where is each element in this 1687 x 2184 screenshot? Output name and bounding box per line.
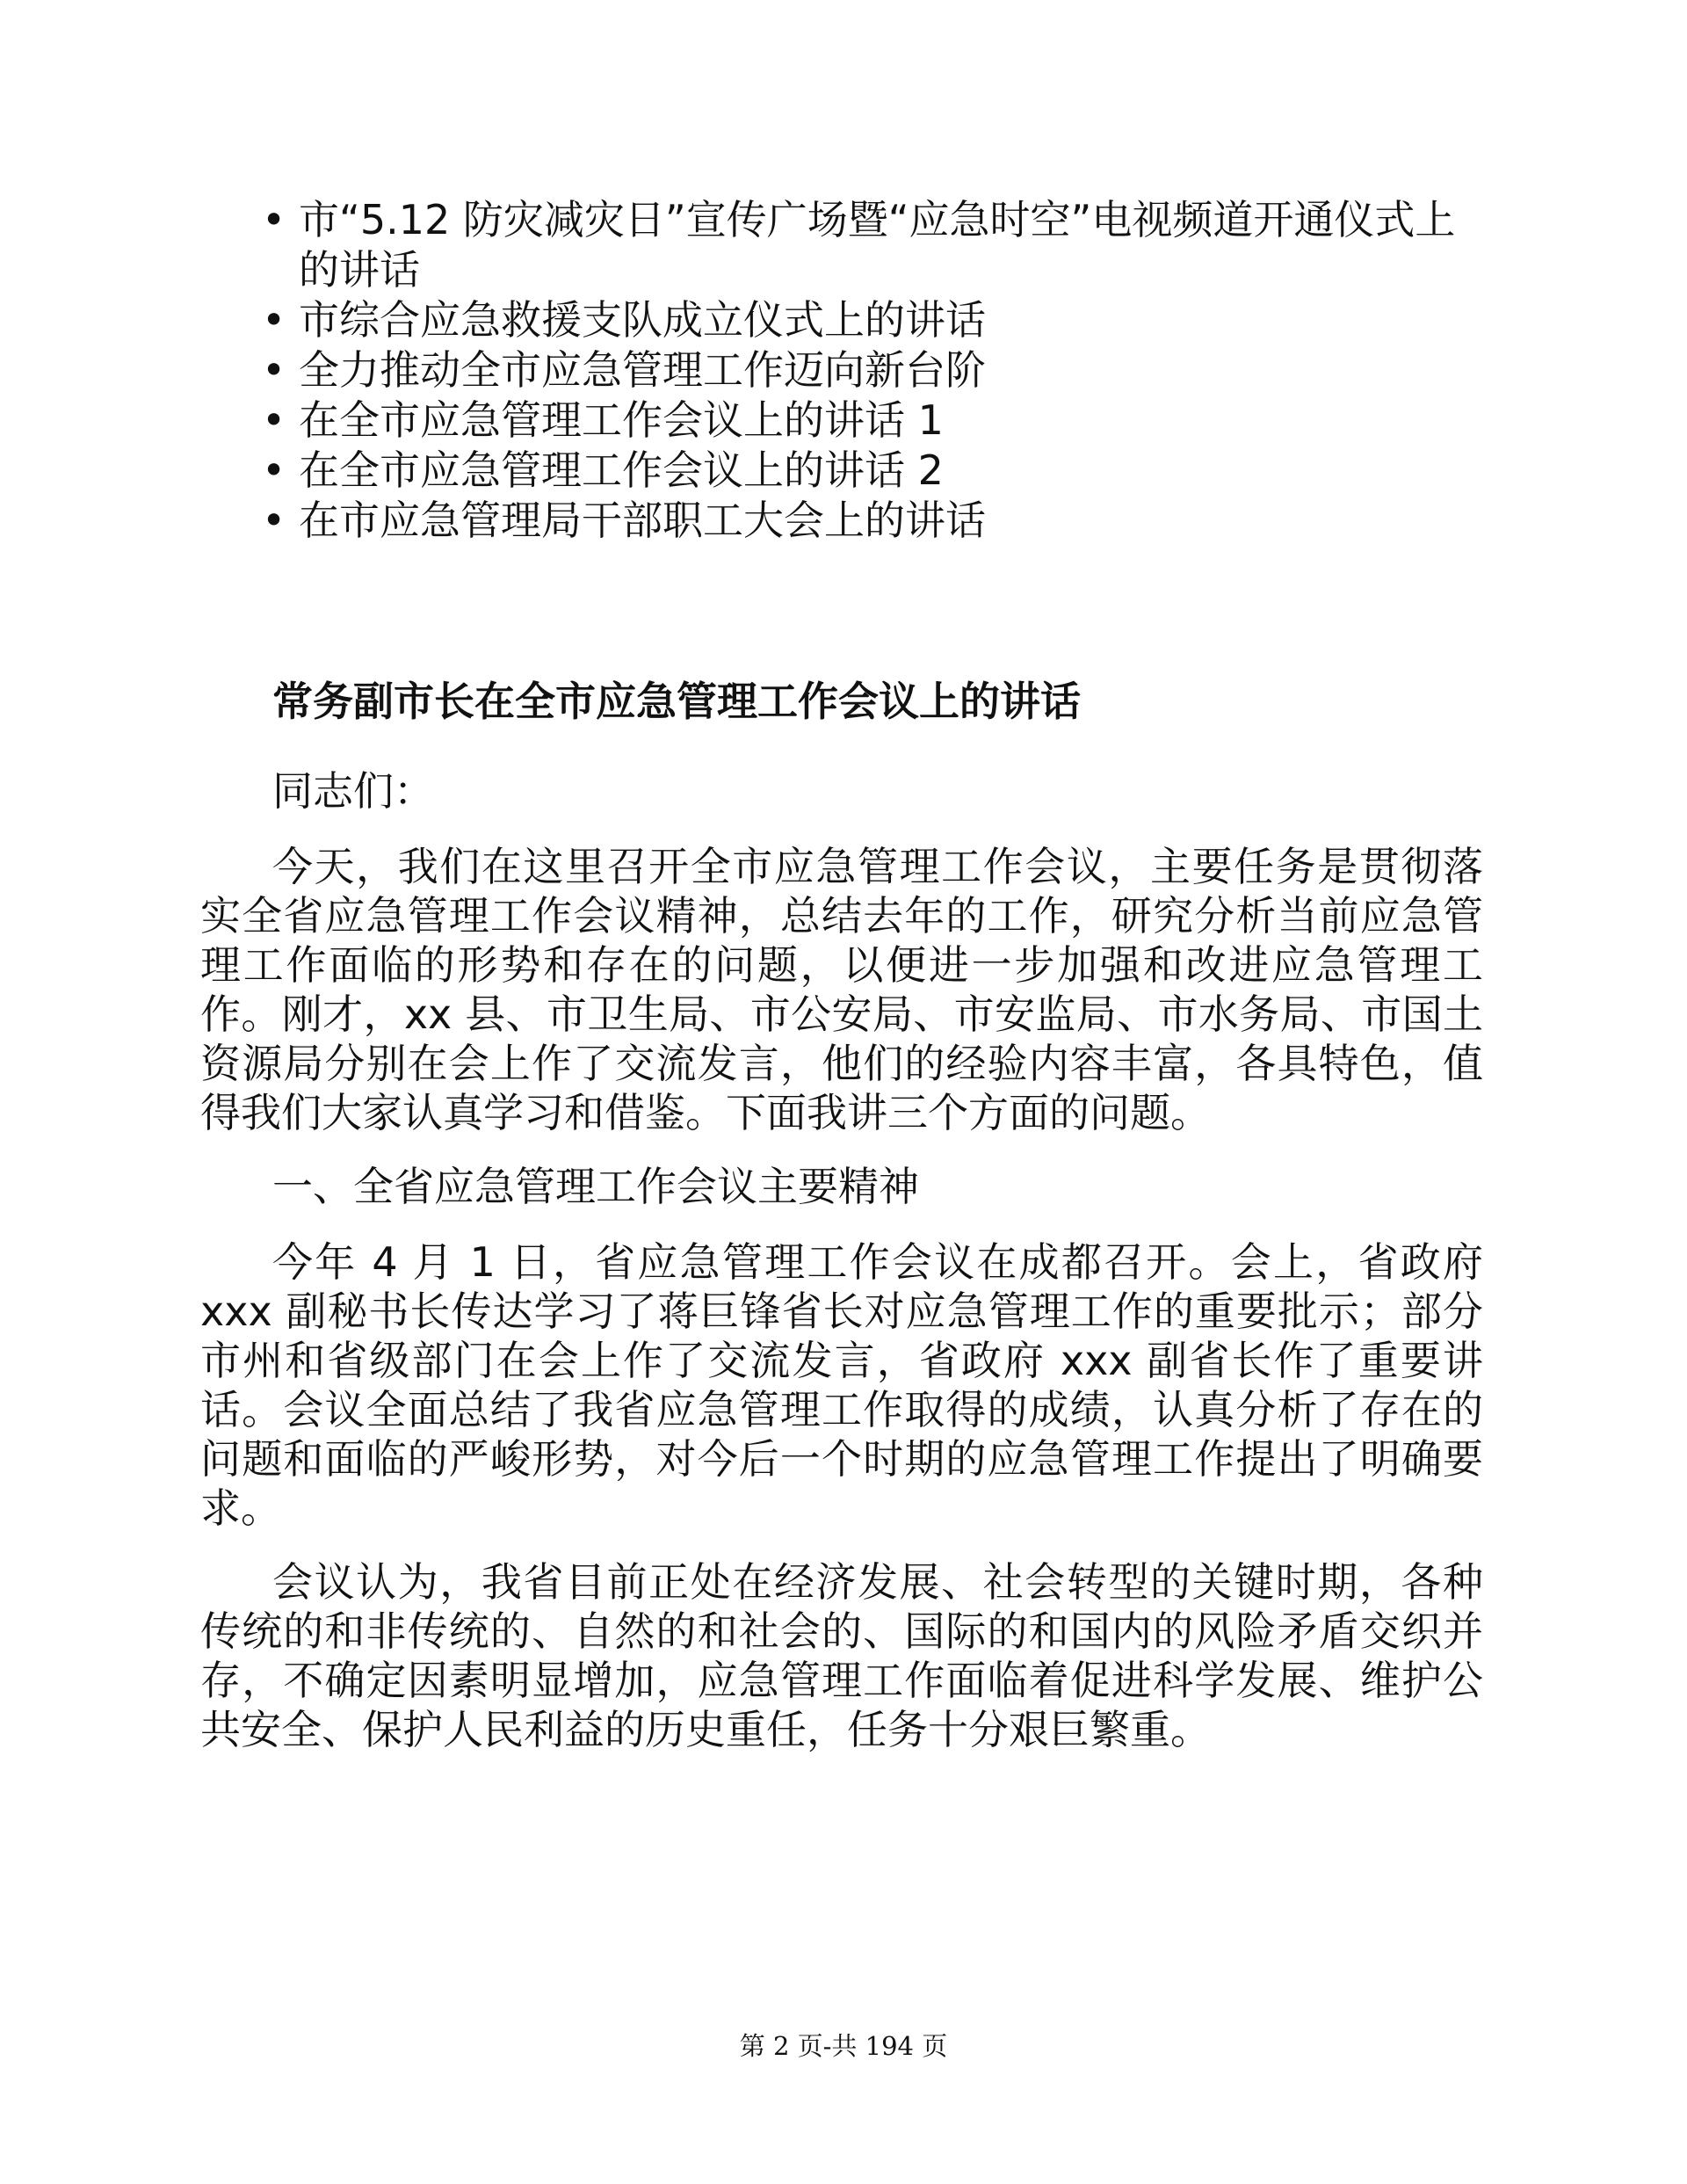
bullet-icon: • [262, 497, 286, 544]
toc-item-label: 在全市应急管理工作会议上的讲话 1 [299, 396, 944, 444]
page-footer: 第 2 页-共 194 页 [739, 2031, 948, 2061]
bullet-icon: • [262, 396, 286, 444]
paragraph: 今天，我们在这里召开全市应急管理工作会议，主要任务是贯彻落实全省应急管理工作会议精神，总结去年的工作，研究分析当前应急管理工作面临的形势和存在的问题，以便进一步加强和改进应急管理工作。刚才，xx 县、市卫生局、市公安局、市安监局、市水务局、市国土资源局分别在会上作了交流发言，他们的经验内容丰富，各具特色，值得我们大家认真学习和借鉴。下面我讲三个方面的问题。 [200, 843, 1483, 1136]
document-body [200, 766, 1483, 1779]
section-heading: 一、全省应急管理工作会议主要精神 [272, 1163, 919, 1210]
toc-item[interactable] [262, 446, 1492, 496]
salutation: 同志们： [272, 767, 434, 815]
paragraph: 会议认为，我省目前正处在经济发展、社会转型的关键时期，各种传统的和非传统的、自然的和社会的、国际的和国内的风险矛盾交织并存，不确定因素明显增加，应急管理工作面临着促进科学发展、维护公共安全、保护人民利益的历史重任，任务十分艰巨繁重。 [200, 1558, 1483, 1753]
paragraph: 今年 4 月 1 日，省应急管理工作会议在成都召开。会上，省政府 xxx 副秘书长传达学习了蒋巨锋省长对应急管理工作的重要批示；部分市州和省级部门在会上作了交流发言，省政府 xxx 副省长作了重要讲话。会议全面总结了我省应急管理工作取得的成绩，认真分析了存在的问题和面临的严峻形势，对今后一个时期的应急管理工作提出了明确要求。 [200, 1238, 1483, 1532]
toc-item[interactable] [262, 496, 1492, 546]
toc-item-label: 在全市应急管理工作会议上的讲话 2 [299, 446, 944, 494]
toc-item-label: 在市应急管理局干部职工大会上的讲话 [299, 497, 986, 544]
toc-item-label: 市综合应急救援支队成立仪式上的讲话 [299, 296, 986, 344]
bullet-icon: • [262, 296, 286, 344]
bullet-icon: • [262, 196, 286, 243]
toc-item[interactable] [262, 295, 1492, 345]
bullet-icon: • [262, 446, 286, 494]
document-title: 常务副市长在全市应急管理工作会议上的讲话 [272, 678, 1081, 725]
toc-item-label: 市“5.12 防灾减灾日”宣传广场暨“应急时空”电视频道开通仪式上的讲话 [299, 196, 1456, 294]
bullet-icon: • [262, 346, 286, 394]
toc-item[interactable] [262, 195, 1492, 295]
table-of-contents [262, 195, 1492, 546]
toc-item[interactable] [262, 395, 1492, 446]
toc-item[interactable] [262, 345, 1492, 395]
toc-item-label: 全力推动全市应急管理工作迈向新台阶 [299, 346, 986, 394]
